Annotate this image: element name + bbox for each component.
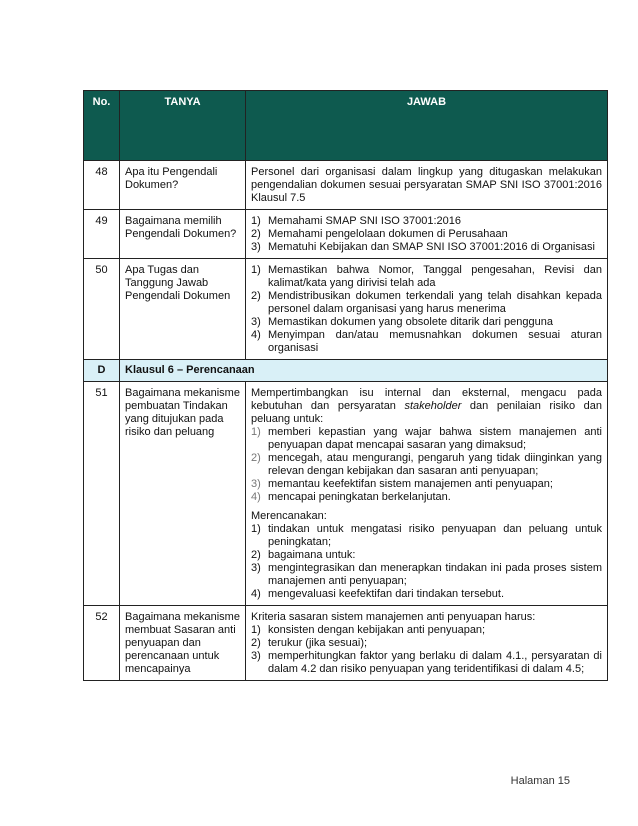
answer-list — [251, 426, 602, 504]
header-tanya: TANYA — [120, 91, 246, 161]
list-item: 3) Mematuhi Kebijakan dan SMAP SNI ISO 37001:2016 di Organisasi — [251, 241, 595, 253]
list-item: 4) mencapai peningkatan berkelanjutan. — [251, 491, 451, 503]
list-item: 2) bagaimana untuk: — [251, 549, 356, 561]
row-number: 52 — [84, 606, 120, 681]
list-item: 4) Menyimpan dan/atau memusnahkan dokumen sesuai aturan organisasi — [251, 329, 602, 354]
page-number: Halaman 15 — [510, 775, 570, 787]
table-row — [84, 259, 608, 360]
question-cell: Apa itu Pengendali Dokumen? — [120, 161, 246, 210]
answer-cell: Personel dari organisasi dalam lingkup yang ditugaskan melakukan pengendalian dokumen sesuai persyaratan SMAP SNI ISO 37001:2016 Klausul 7.5 — [246, 161, 608, 210]
header-jawab: JAWAB — [246, 91, 608, 161]
list-item: 1) Memahami SMAP SNI ISO 37001:2016 — [251, 215, 462, 227]
list-item: 1) konsisten dengan kebijakan anti penyuapan; — [251, 624, 486, 636]
list-item: 1) tindakan untuk mengatasi risiko penyuapan dan peluang untuk peningkatan; — [251, 523, 602, 548]
list-item: 2) Memahami pengelolaan dokumen di Perusahaan — [251, 228, 508, 240]
answer-list — [251, 624, 602, 676]
table-header-row — [84, 91, 608, 161]
answer-cell — [246, 259, 608, 360]
answer-intro: Mempertimbangkan isu internal dan eksternal, mengacu pada kebutuhan dan persyaratan stakeholder dan penilaian risiko dan peluang untuk: — [251, 387, 602, 425]
table-row — [84, 382, 608, 606]
list-item: 1) memberi kepastian yang wajar bahwa sistem manajemen anti penyuapan dapat mencapai sasaran yang dimaksud; — [251, 426, 602, 451]
row-number: 50 — [84, 259, 120, 360]
list-item: 3) Memastikan dokumen yang obsolete ditarik dari pengguna — [251, 316, 553, 328]
answer-list — [251, 264, 602, 355]
list-item: 3) memantau keefektifan sistem manajemen anti penyuapan; — [251, 478, 553, 490]
section-title: Klausul 6 – Perencanaan — [120, 360, 608, 382]
list-item: 3) memperhitungkan faktor yang berlaku di dalam 4.1., persyaratan di dalam 4.2 dan risiko penyuapan yang teridentifikasi di dalam 4.5; — [251, 650, 602, 675]
table-row — [84, 210, 608, 259]
answer-list — [251, 523, 602, 601]
question-cell: Bagaimana memilih Pengendali Dokumen? — [120, 210, 246, 259]
plan-label: Merencanakan: — [251, 510, 327, 522]
header-no: No. — [84, 91, 120, 161]
section-row — [84, 360, 608, 382]
answer-list — [251, 215, 602, 254]
question-cell: Bagaimana mekanisme membuat Sasaran anti penyuapan dan perencanaan untuk mencapainya — [120, 606, 246, 681]
list-item: 2) mencegah, atau mengurangi, pengaruh yang tidak diinginkan yang relevan dengan kebijakan dan sasaran anti penyuapan; — [251, 452, 602, 477]
answer-cell — [246, 606, 608, 681]
section-letter: D — [84, 360, 120, 382]
list-item: 3) mengintegrasikan dan menerapkan tindakan ini pada proses sistem manajemen anti penyuapan; — [251, 562, 602, 587]
table-row — [84, 606, 608, 681]
question-cell: Bagaimana mekanisme pembuatan Tindakan yang ditujukan pada risiko dan peluang — [120, 382, 246, 606]
list-item: 1) Memastikan bahwa Nomor, Tanggal pengesahan, Revisi dan kalimat/kata yang dirivisi telah ada — [251, 264, 602, 289]
row-number: 51 — [84, 382, 120, 606]
question-cell: Apa Tugas dan Tanggung Jawab Pengendali Dokumen — [120, 259, 246, 360]
answer-cell — [246, 382, 608, 606]
row-number: 48 — [84, 161, 120, 210]
table-row — [84, 161, 608, 210]
list-item: 2) Mendistribusikan dokumen terkendali yang telah disahkan kepada personel dalam organisasi yang harus menerima — [251, 290, 602, 315]
list-item: 4) mengevaluasi keefektifan dari tindakan tersebut. — [251, 588, 505, 600]
answer-cell — [246, 210, 608, 259]
row-number: 49 — [84, 210, 120, 259]
list-item: 2) terukur (jika sesuai); — [251, 637, 368, 649]
qa-table — [83, 90, 608, 681]
answer-intro: Kriteria sasaran sistem manajemen anti penyuapan harus: — [251, 611, 536, 623]
